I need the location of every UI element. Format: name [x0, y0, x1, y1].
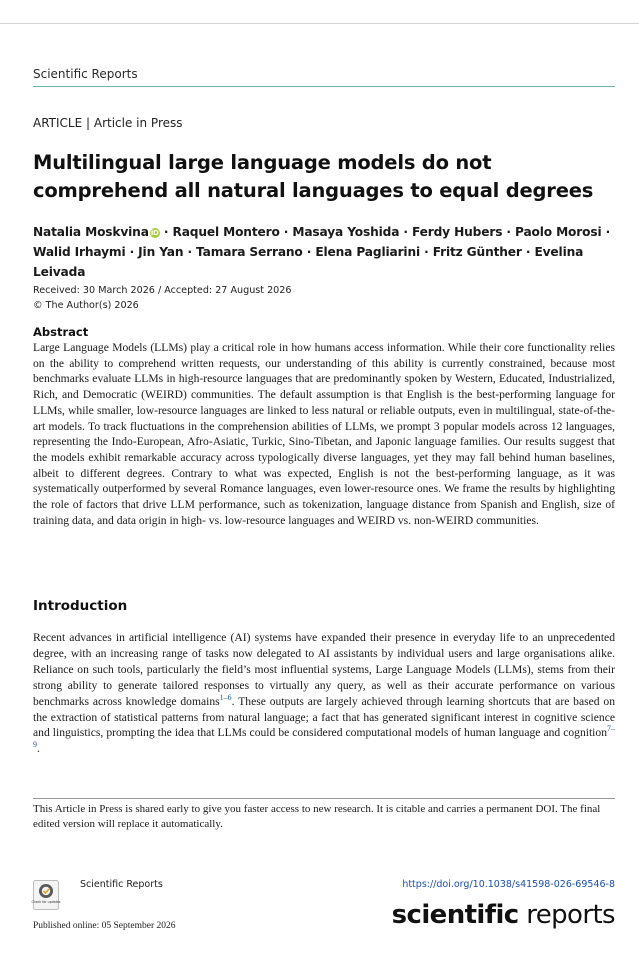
published-online-date: Published online: 05 September 2026: [33, 921, 176, 931]
author-list: Natalia Moskvina iD · Raquel Montero · Masaya Yoshida · Ferdy Hubers · Paolo Morosi · Walid Irhaymi · Jin Yan · Tamara Serrano · Elena Pagliarini · Fritz Günther · Evelina Leivada: [33, 225, 611, 279]
check-for-updates-icon: [33, 880, 59, 910]
citation-link[interactable]: 1–6: [219, 692, 232, 702]
copyright-line: © The Author(s) 2026: [33, 300, 139, 311]
journal-logo: [392, 900, 615, 930]
introduction-heading: Introduction: [33, 598, 128, 614]
author-name[interactable]: Raquel Montero: [172, 225, 280, 239]
note-divider: [33, 798, 615, 799]
doi-link[interactable]: https://doi.org/10.1038/s41598-026-69546-8: [402, 879, 615, 890]
received-accepted-dates: Received: 30 March 2026 / Accepted: 27 August 2026: [33, 285, 292, 296]
publication-dates: [33, 283, 292, 313]
footer-journal-name: Scientific Reports: [80, 879, 163, 890]
abstract-heading: Abstract: [33, 325, 89, 339]
author-name[interactable]: Tamara Serrano: [196, 245, 303, 259]
abstract-text: Large Language Models (LLMs) play a critical role in how humans access information. While their core functionality relies on the ability to comprehend written requests, our understanding of this ability is currently constrained, because most benchmarks evaluate LLMs in high-resource languages that are predominantly spoken by Western, Educated, Industrialized, Rich, and Democratic (WEIRD) communities. The default assumption is that English is the best-performing language for LLMs, while smaller, low-resource languages are linked to less natural or reliable outputs, even in multilingual, state-of-the-art models. To track fluctuations in the comprehension abilities of LLMs, we prompt 3 popular models across 12 languages, representing the Indo-European, Afro-Asiatic, Turkic, Sino-Tibetan, and Japonic language families. Our results suggest that the models exhibit remarkable accuracy across typologically diverse languages, yet they may fall behind human baselines, albeit to different degrees. Contrary to what was expected, English is not the best-performing language, as it was systematically outperformed by several Romance languages, even lower-resource ones. We frame the results by highlighting the role of factors that drive LLM performance, such as tokenization, language distance from Spanish and English, size of training data, and data origin in high- vs. low-resource languages and WEIRD vs. non-WEIRD communities.: [33, 341, 615, 527]
article-in-press-note: This Article in Press is shared early to give you faster access to new research. It is citable and carries a permanent DOI. The final edited version will replace it automatically.: [33, 803, 601, 830]
header-divider: [33, 86, 615, 87]
intro-text-part: Recent advances in artificial intelligence (AI) systems have expanded their presence in everyday life to an unprecedented degree, with an increasing range of tasks now delegated to AI assistants by individual users and large organisations alike. Reliance on such tools, particularly the field’s most influential systems, Large Language Models (LLMs), stems from their strong ability to generate tailored responses to virtually any query, as well as their accurate performance on various benchmarks across knowledge domains: [33, 631, 615, 708]
author-name[interactable]: Jin Yan: [138, 245, 184, 259]
author-name[interactable]: Fritz Günther: [432, 245, 522, 259]
intro-text-part: . These outputs are largely achieved through learning shortcuts that are based on the extraction of statistical patterns from natural language; a fact that has generated significant interest in cognitive science and linguistics, prompting the idea that LLMs could be considered computational models of human language and cognition: [33, 694, 615, 740]
journal-header[interactable]: Scientific Reports: [33, 67, 138, 81]
citation-link[interactable]: 7–9: [33, 724, 615, 750]
author-name[interactable]: Ferdy Hubers: [411, 225, 503, 239]
check-for-updates-badge[interactable]: [33, 880, 59, 910]
introduction-text: [33, 630, 615, 757]
author-name[interactable]: Natalia Moskvina: [33, 225, 149, 239]
top-border: [0, 23, 639, 24]
intro-text-part: .: [37, 742, 40, 756]
badge-label: Check for updates: [31, 900, 61, 904]
logo-word: reports: [518, 900, 615, 930]
author-name[interactable]: Evelina Leivada: [33, 245, 584, 279]
author-name[interactable]: Masaya Yoshida: [292, 225, 400, 239]
article-title: Multilingual large language models do not comprehend all natural languages to equal degrees: [33, 151, 594, 202]
author-name[interactable]: Walid Irhaymi: [33, 245, 126, 259]
orcid-icon[interactable]: iD: [150, 229, 159, 237]
author-name[interactable]: Paolo Morosi: [514, 225, 602, 239]
logo-word-bold: scientific: [391, 900, 519, 930]
author-name[interactable]: Elena Pagliarini: [315, 245, 421, 259]
article-type: ARTICLE | Article in Press: [33, 116, 183, 130]
